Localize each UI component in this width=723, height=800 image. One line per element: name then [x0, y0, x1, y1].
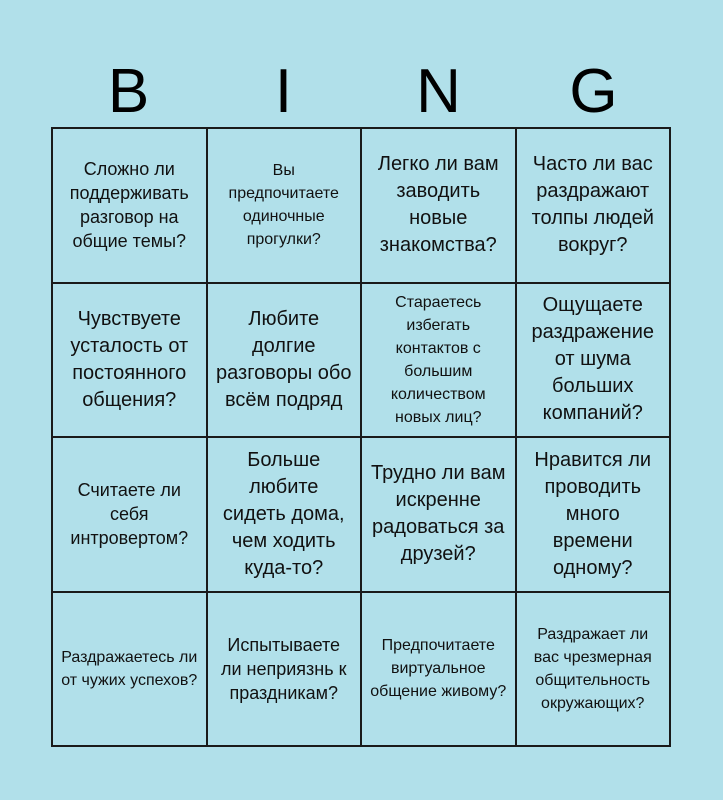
- bingo-cell[interactable]: [361, 283, 516, 438]
- bingo-cell[interactable]: [516, 437, 671, 592]
- header-letter-g: G: [569, 57, 618, 126]
- cell-text: Больше любите сидеть дома, чем ходить куда-то?: [222, 448, 345, 579]
- cell-text: Раздражает ли вас чрезмерная общительность окружающих?: [533, 625, 652, 712]
- bingo-cell[interactable]: [207, 592, 362, 747]
- bingo-cell[interactable]: [52, 437, 207, 592]
- bingo-cell[interactable]: [361, 592, 516, 747]
- bingo-cell[interactable]: [207, 437, 362, 592]
- bingo-cell[interactable]: [52, 592, 207, 747]
- cell-text: Нравится ли проводить много времени одному?: [534, 448, 652, 579]
- cell-text: Считаете ли себя интровертом?: [70, 480, 189, 549]
- cell-text: Сложно ли поддерживать разговор на общие темы?: [69, 159, 189, 252]
- cell-text: Ощущаете раздражение от шума больших компаний?: [531, 294, 654, 425]
- cell-text: Легко ли вам заводить новые знакомства?: [377, 153, 499, 257]
- header-letter-n: N: [416, 57, 461, 126]
- bingo-cell[interactable]: [52, 128, 207, 283]
- cell-text: Трудно ли вам искренне радоваться за друзей?: [371, 462, 506, 566]
- cell-text: Вы предпочитаете одиночные прогулки?: [228, 162, 339, 249]
- cell-text: Часто ли вас раздражают толпы людей вокруг?: [531, 153, 654, 257]
- cell-text: Испытываете ли неприязнь к праздникам?: [220, 634, 347, 703]
- cell-text: Чувствуете усталость от постоянного общения?: [70, 307, 189, 411]
- bingo-cell[interactable]: [516, 128, 671, 283]
- cell-text: Раздражаетесь ли от чужих успехов?: [61, 648, 198, 689]
- bingo-cell[interactable]: [52, 283, 207, 438]
- bingo-board: [51, 127, 671, 747]
- cell-text: Любите долгие разговоры обо всём подряд: [216, 307, 352, 411]
- bingo-cell[interactable]: [207, 128, 362, 283]
- header-letter-b: B: [107, 57, 150, 126]
- header-letter-i: I: [274, 57, 293, 126]
- bingo-cell[interactable]: [361, 437, 516, 592]
- bingo-cell[interactable]: [516, 592, 671, 747]
- bingo-cell[interactable]: [361, 128, 516, 283]
- cell-text: Стараетесь избегать контактов с большим количеством новых лиц?: [390, 293, 486, 426]
- bingo-cell[interactable]: [516, 283, 671, 438]
- bingo-cell[interactable]: [207, 283, 362, 438]
- bingo-header: [51, 58, 671, 126]
- cell-text: Предпочитаете виртуальное общение живому?: [370, 637, 507, 701]
